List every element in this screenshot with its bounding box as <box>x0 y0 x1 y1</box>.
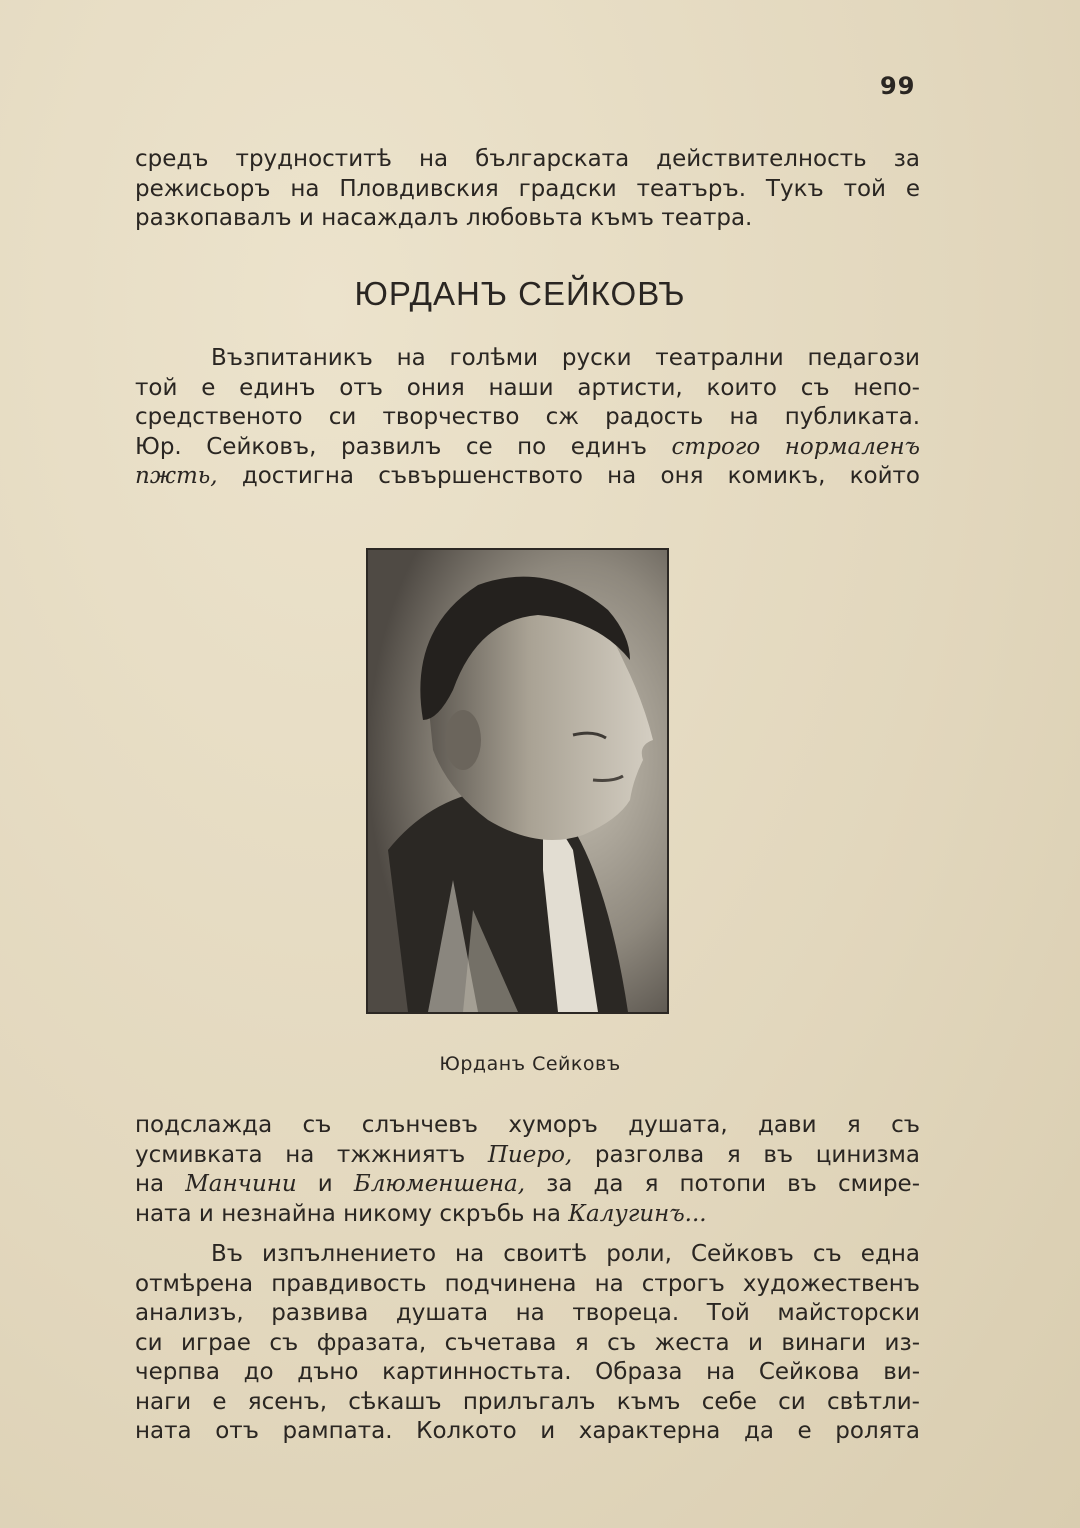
text-run: за да я потопи въ смире- <box>525 1171 921 1197</box>
text-line: режисьоръ на Пловдивския градски театъръ. Тукъ той е <box>135 175 920 202</box>
photo-caption: Юрданъ Сейковъ <box>439 1053 621 1075</box>
italic-run: строго нормаленъ <box>671 433 920 460</box>
text-line: наги е ясенъ, сѣкашъ прилъгалъ къмъ себе си свѣтли- <box>135 1388 920 1415</box>
text-line: Въ изпълнението на своитѣ роли, Сейковъ съ една <box>211 1241 920 1267</box>
text-run: разголва я въ цинизма <box>572 1141 920 1168</box>
text-run: усмивката на тжжниятъ <box>135 1141 488 1168</box>
text-run: и <box>296 1171 354 1197</box>
text-line: отмѣрена правдивость подчинена на строгъ художественъ <box>135 1270 920 1297</box>
text-run: достигна съвършенството на оня комикъ, който <box>217 463 920 489</box>
italic-run: Пиеро, <box>487 1141 573 1168</box>
text-line <box>135 462 920 492</box>
text-run: Юр. Сейковъ, развилъ се по единъ <box>135 433 672 460</box>
text-line <box>135 1170 920 1200</box>
italic-run: Манчини <box>185 1171 297 1197</box>
section-heading: ЮРДАНЪ СЕЙКОВЪ <box>354 275 686 312</box>
text-line: средъ трудноститѣ на българската действителность за <box>135 146 920 172</box>
text-line: разкопавалъ и насаждалъ любовьта къмъ театра. <box>135 205 753 231</box>
text-line <box>135 1200 920 1230</box>
text-run: на <box>135 1171 186 1197</box>
text-line: си играе съ фразата, съчетава я съ жеста и винаги из- <box>135 1329 920 1356</box>
italic-run: Калугинъ... <box>568 1200 707 1227</box>
text-line: той е единъ отъ ония наши артисти, които съ непо- <box>135 374 920 401</box>
portrait-photo <box>366 548 669 1014</box>
intro-paragraph <box>135 145 920 234</box>
text-line <box>135 1141 920 1171</box>
text-line: Възпитаникъ на голѣми руски театрални педагози <box>211 345 920 371</box>
text-line: ната отъ рампата. Колкото и характерна да е ролята <box>135 1418 920 1444</box>
paragraph-2 <box>135 1111 920 1229</box>
text-line: анализъ, развива душата на твореца. Той майсторски <box>135 1300 920 1326</box>
text-run: ната и незнайна никому скръбь на <box>135 1200 569 1227</box>
text-line <box>135 433 920 463</box>
italic-run: Блюменшена, <box>353 1171 526 1197</box>
page-number: 99 <box>880 72 916 100</box>
paragraph-1 <box>135 344 920 492</box>
text-line: черпва до дъно картинностьта. Образа на Сейкова ви- <box>135 1359 920 1385</box>
paragraph-3 <box>135 1240 920 1447</box>
italic-run: пжть, <box>135 463 218 489</box>
text-line: средственото си творчество сж радость на публиката. <box>135 404 920 430</box>
text-line: подслажда съ слънчевъ хуморъ душата, дави я съ <box>135 1112 920 1138</box>
